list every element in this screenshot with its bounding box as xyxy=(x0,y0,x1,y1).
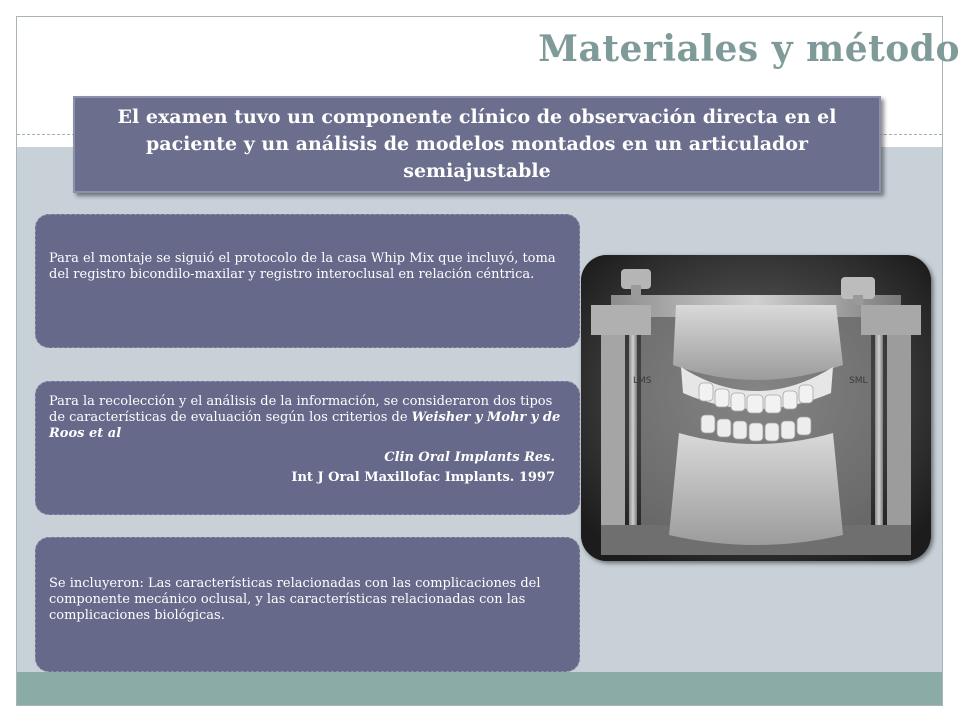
card-inclusion-text: Se incluyeron: Las características relacionadas con las complicaciones del componente mecánico oclusal, y las características relacionadas con las complicaciones biológicas. xyxy=(49,576,541,623)
card-recoleccion-text xyxy=(49,394,565,442)
card-inclusion xyxy=(35,537,580,672)
slide-title: Materiales y método xyxy=(538,28,960,70)
headline-box xyxy=(73,96,881,193)
reference-int-j-oral: Int J Oral Maxillofac Implants. 1997 xyxy=(291,470,555,485)
articulator-photo xyxy=(581,255,931,561)
footer-band xyxy=(17,672,942,706)
card-montaje xyxy=(35,214,580,348)
card-recoleccion xyxy=(35,381,580,515)
card-recoleccion-authors: Weisher y Mohr y de Roos et al xyxy=(49,410,561,441)
card-recoleccion-intro: Para la recolección y el análisis de la información, se consideraron dos tipos de características de evaluación según los criterios de xyxy=(49,394,553,425)
dental-articulator-icon xyxy=(581,255,931,561)
photo-label-right: SML xyxy=(849,376,868,386)
card-montaje-text: Para el montaje se siguió el protocolo de la casa Whip Mix que incluyó, toma del registro bicondilo-maxilar y registro interoclusal en relación céntrica. xyxy=(49,251,556,282)
headline-text: El examen tuvo un componente clínico de observación directa en el paciente y un análisis de modelos montados en un articulador semiajustable xyxy=(117,106,837,182)
reference-clin-oral: Clin Oral Implants Res. xyxy=(384,450,555,465)
photo-label-left: LMS xyxy=(633,376,652,386)
